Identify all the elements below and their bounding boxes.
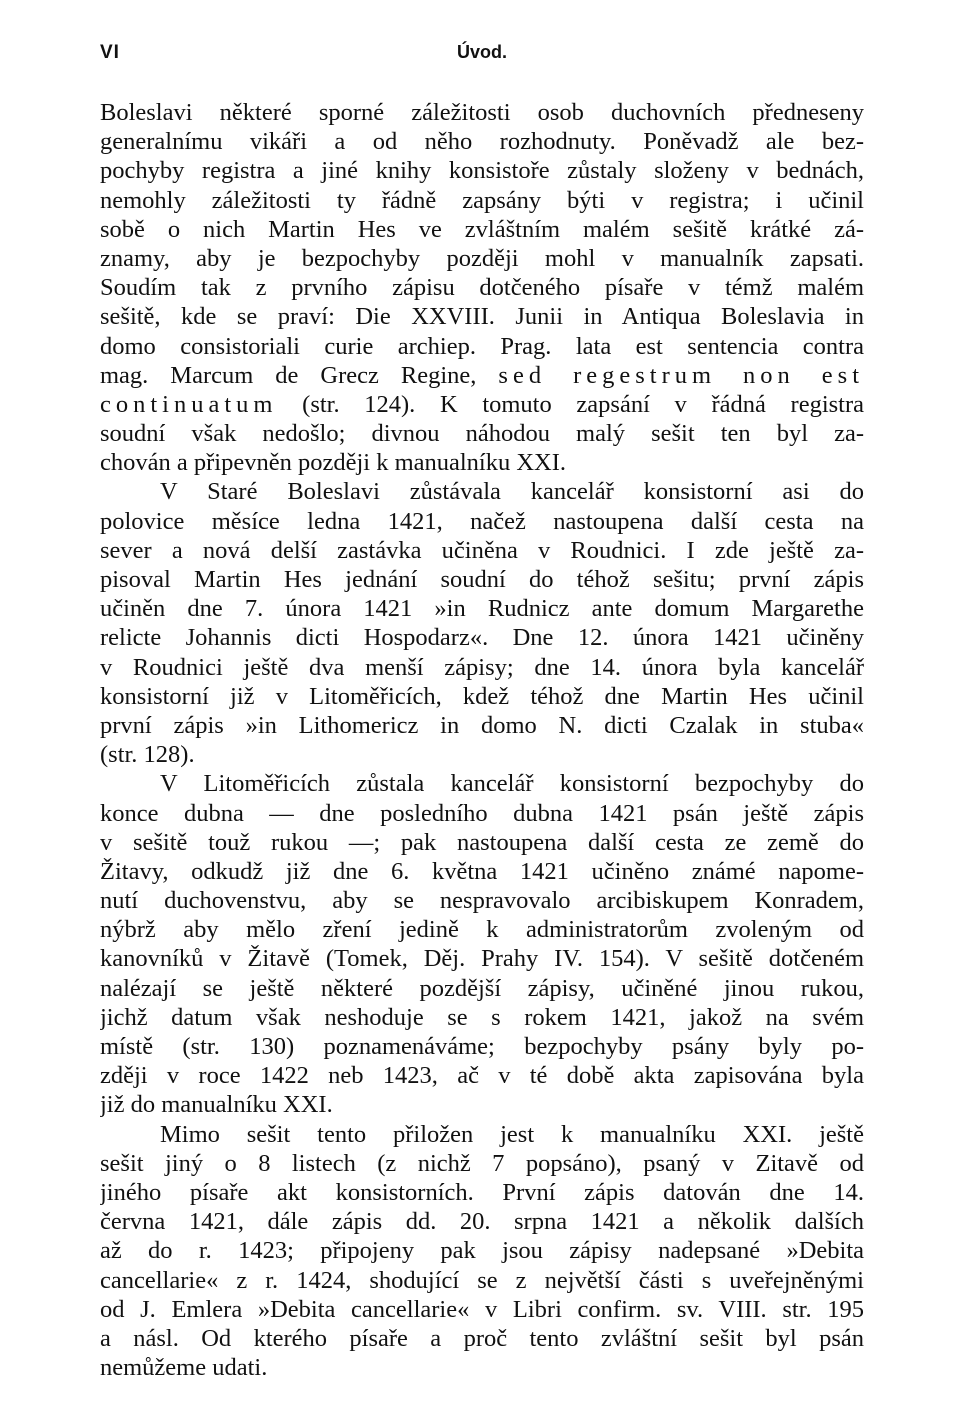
text-line: znamy, aby je bezpochyby později mohl v manualník zapsati. [100,244,864,272]
text-line: v sešitě touž rukou —; pak nastoupena další cesta ze země do [100,828,864,856]
text-line: nýbrž aby mělo zření jedině k administratorům zvoleným od [100,916,864,944]
text-line: relicte Johannis dicti Hospodarz«. Dne 12. února 1421 učiněny [100,624,864,652]
text-line: Boleslavi některé sporné záležitosti osob duchovních předneseny [100,99,864,126]
running-head [100,42,864,72]
spaced-emphasis: continuatum [100,390,278,418]
text-line: a násl. Od kterého písaře a proč tento zvláštní sešit byl psán [100,1324,864,1352]
text-line: (str. 128). [100,741,195,769]
text-line: sešit jiný o 8 listech (z nichž 7 popsáno), psaný v Zitavě od [100,1149,864,1177]
text-line: června 1421, dále zápis dd. 20. srpna 1421 a několik dalších [100,1208,864,1236]
paragraph-2 [100,477,864,769]
text-line: místě (str. 130) poznamenáváme; bezpochyby psány byly po- [100,1033,864,1060]
text-line: generalnímu vikáři a od něho rozhodnuty. Poněvadž ale bez- [100,128,864,156]
paragraph-3 [100,769,864,1119]
text-line: polovice měsíce ledna 1421, načež nastoupena další cesta na [100,507,864,535]
text-line: sobě o nich Martin Hes ve zvláštním malém sešitě krátké zá- [100,215,864,243]
text-line: nemůžeme udati. [100,1354,268,1382]
text-line: V Litoměřicích zůstala kancelář konsistorní bezpochyby do [160,770,864,798]
text-line: až do r. 1423; připojeny pak jsou zápisy nadepsané »Debita [100,1237,864,1265]
text-line: jichž datum však neshoduje se s rokem 1421, jakož na svém [100,1003,864,1031]
text-line: Mimo sešit tento přiložen jest k manualníku XXI. ještě [160,1120,864,1148]
section-title: Úvod. [456,42,507,62]
text-segment: (str. 124). K tomuto zapsání v řádná registra [302,390,864,418]
text-line: V Staré Boleslavi zůstávala kancelář konsistorní asi do [160,478,864,506]
text-line [100,390,864,419]
text-line: sešitě, kde se praví: Die XXVIII. Junii in Antiqua Boleslavia in [100,303,864,331]
paragraph-4 [100,1120,864,1383]
text-line: pochyby registra a jiné knihy konsistoře zůstaly složeny v bednách, [100,157,864,185]
text-line: sever a nová delší zastávka učiněna v Roudnici. I zde ještě za- [100,536,864,564]
text-line: cancellarie« z r. 1424, shodující se z největší části s uveřejněnými [100,1266,864,1294]
page-number: VI [100,42,120,63]
text-line: konsistorní již v Litoměřicích, kdež téhož dne Martin Hes učinil [100,682,864,710]
text-line: Žitavy, odkudž již dne 6. května 1421 učiněno známé napome- [100,857,864,885]
spaced-emphasis: sed regestrum non est [498,361,864,389]
text-line [100,361,864,390]
text-line: první zápis »in Lithomericz in domo N. dicti Czalak in stuba« [100,711,864,739]
text-line: kanovníků v Žitavě (Tomek, Děj. Prahy IV. 154). V sešitě dotčeném [100,945,864,973]
text-line: již do manualníku XXI. [100,1091,333,1119]
text-line: jiného písaře akt konsistorních. První zápis datován dne 14. [100,1178,864,1206]
text-line: od J. Emlera »Debita cancellarie« v Libri confirm. sv. VIII. str. 195 [100,1295,864,1323]
text-line: pisoval Martin Hes jednání soudní do téhož sešitu; první zápis [100,566,864,593]
body-text [100,98,864,1382]
text-line: chován a připevněn později k manualníku XXI. [100,449,567,477]
text-line: konce dubna — dne posledního dubna 1421 psán ještě zápis [100,799,864,827]
text-segment: mag. Marcum de Grecz Regine, [100,361,477,389]
text-line: zději v roce 1422 neb 1423, ač v té době akta zapisována byla [100,1062,864,1090]
text-line: soudní však nedošlo; divnou náhodou malý sešit ten byl za- [100,420,864,448]
text-line: nalézají se ještě některé pozdější zápisy, učiněné jinou rukou, [100,974,864,1002]
text-line: nemohly záležitosti ty řádně zapsány býti v registra; i učinil [100,186,864,214]
text-line: v Roudnici ještě dva menší zápisy; dne 14. února byla kancelář [100,653,864,681]
text-line: nutí duchovenstvu, aby se nespravovalo arcibiskupem Konradem, [100,887,864,915]
text-line: učiněn dne 7. února 1421 »in Rudnicz ante domum Margarethe [100,595,864,623]
text-line: Soudím tak z prvního zápisu dotčeného písaře v témž malém [100,274,864,302]
text-line: domo consistoriali curie archiep. Prag. lata est sentencia contra [100,332,864,360]
paragraph-1 [100,98,864,477]
